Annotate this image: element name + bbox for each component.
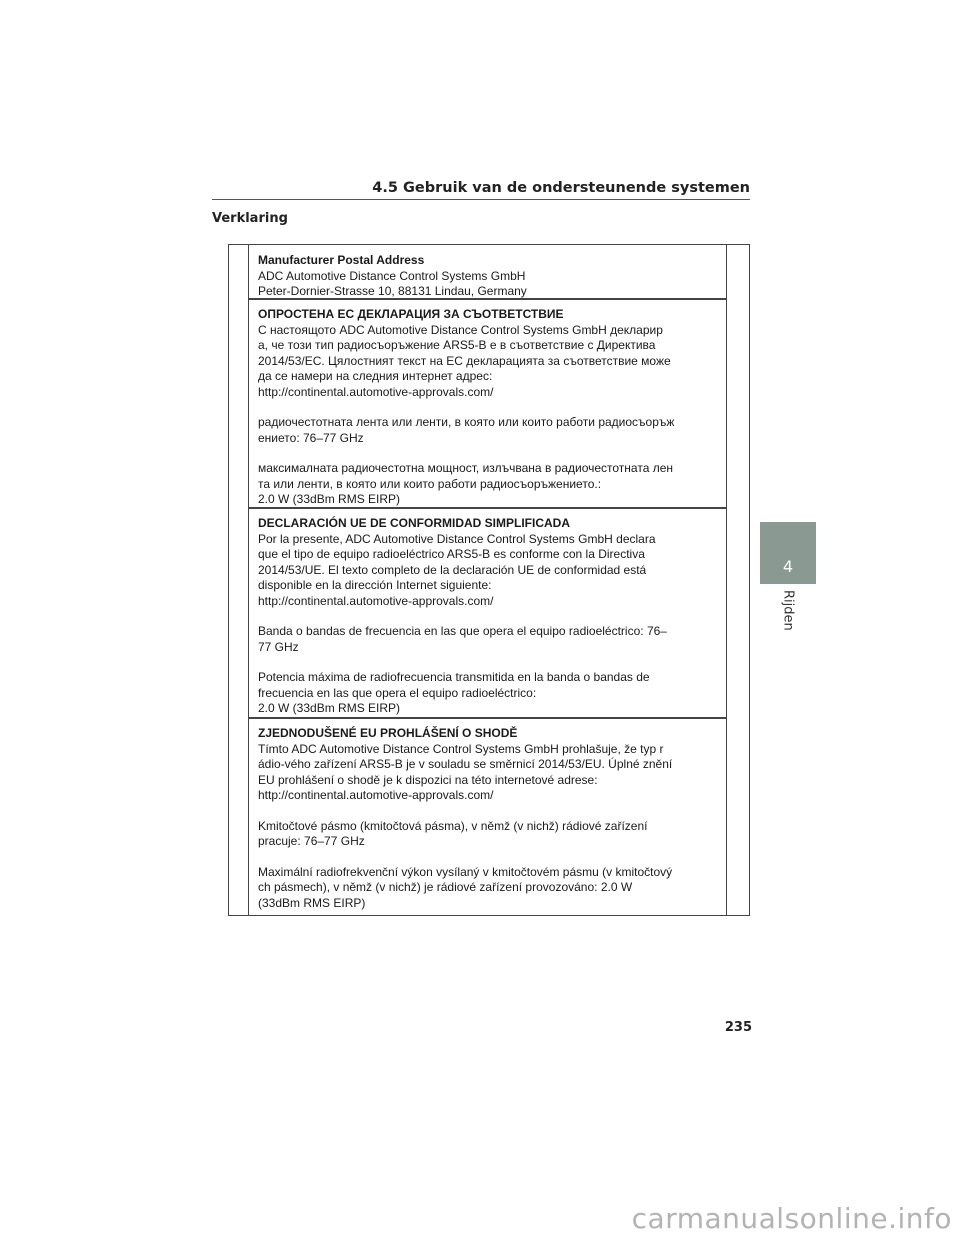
block-text-line: (33dBm RMS EIRP) [258,895,366,910]
block-text-line: Banda o bandas de frecuencia en las que opera el equipo radioeléctrico: 76– [258,624,667,638]
block-title: ZJEDNODUŠENÉ EU PROHLÁŠENÍ O SHODĚ [258,726,518,740]
block-text-line: Peter-Dornier-Strasse 10, 88131 Lindau, Germany [258,284,527,298]
chapter-tab-number: 4 [782,557,794,576]
block-text-line: Potencia máxima de radiofrecuencia transmitida en la banda o bandas de [258,670,650,684]
block-title: ОПРОСТЕНА ЕС ДЕКЛАРАЦИЯ ЗА СЪОТВЕТСТВИЕ [258,307,564,321]
chapter-tab-label-text: Rijden [780,590,796,631]
block-text-line: que el tipo de equipo radioeléctrico ARS5-B es conforme con la Directiva [258,547,645,561]
bulgarian-declaration-block [248,298,727,508]
paragraph-gap [258,850,717,865]
block-title: Manufacturer Postal Address [258,253,425,267]
chapter-header-title: 4.5 Gebruik van de ondersteunende systemen [372,180,750,196]
chapter-tab[interactable] [760,522,816,584]
block-text-line: ADC Automotive Distance Control Systems GmbH [258,268,526,283]
block-title: DECLARACIÓN UE DE CONFORMIDAD SIMPLIFICADA [258,516,570,530]
block-text-line: та или ленти, в която или които работи радиосъоръжението.: [258,476,602,491]
block-text-line: 2.0 W (33dBm RMS EIRP) [258,701,401,715]
block-text-line: С настоящото ADC Automotive Distance Control Systems GmbH декларир [258,322,663,337]
block-text-line: 2014/53/ЕС. Цялостният текст на ЕС декларацията за съответствие може [258,353,671,368]
header-rule [212,199,750,200]
block-text-line: Tímto ADC Automotive Distance Control Systems GmbH prohlašuje, že typ r [258,741,664,756]
block-text-line: pracuje: 76–77 GHz [258,834,365,848]
block-text-line: 2.0 W (33dBm RMS EIRP) [258,492,401,506]
czech-declaration-block [248,717,727,911]
block-text-line: Maximální radiofrekvenční výkon vysílaný v kmitočtovém pásmu (v kmitočtový [258,864,673,879]
block-text-line: Kmitočtové pásmo (kmitočtová pásma), v němž (v nichž) rádiové zařízení [258,818,648,833]
watermark: carmanualsonline.info [631,1202,952,1235]
section-heading: Verklaring [212,211,288,226]
paragraph-gap [258,400,717,415]
block-text-line: 77 GHz [258,639,299,654]
block-text-line: максималната радиочестотна мощност, излъчвана в радиочестотната лен [258,461,674,475]
block-text-line: 2014/53/UE. El texto completo de la declaración UE de conformidad está [258,562,647,577]
paragraph-gap [258,804,717,819]
block-text-line: а, че този тип радиосъоръжение ARS5-B е в съответствие с Директива [258,338,656,352]
page-number: 235 [724,1020,752,1035]
block-text-line: EU prohlášení o shodě je k dispozici na této internetové adrese: [258,772,598,787]
paragraph-gap [258,446,717,461]
block-text-line: ch pásmech), v němž (v nichž) je rádiové zařízení provozováno: 2.0 W [258,880,633,894]
block-text-line: да се намери на следния интернет адрес: [258,369,493,383]
chapter-tab-label [760,590,816,650]
spanish-declaration-block [248,507,727,717]
block-text-line: disponible en la dirección Internet siguiente: [258,578,492,592]
block-url[interactable]: http://continental.automotive-approvals.com/ [258,384,494,399]
block-text-line: frecuencia en las que opera el equipo radioeléctrico: [258,685,537,700]
block-text-line: ението: 76–77 GHz [258,430,364,445]
paragraph-gap [258,609,717,624]
paragraph-gap [258,655,717,670]
block-url[interactable]: http://continental.automotive-approvals.com/ [258,788,494,802]
block-text-line: радиочестотната лента или ленти, в която или които работи радиосъоръж [258,415,675,429]
block-text-line: ádio-vého zařízení ARS5-B je v souladu se směrnicí 2014/53/EU. Úplné znění [258,757,673,771]
block-text-line: Por la presente, ADC Automotive Distance Control Systems GmbH declara [258,531,656,546]
address-block [248,246,727,300]
block-url[interactable]: http://continental.automotive-approvals.com/ [258,593,494,608]
